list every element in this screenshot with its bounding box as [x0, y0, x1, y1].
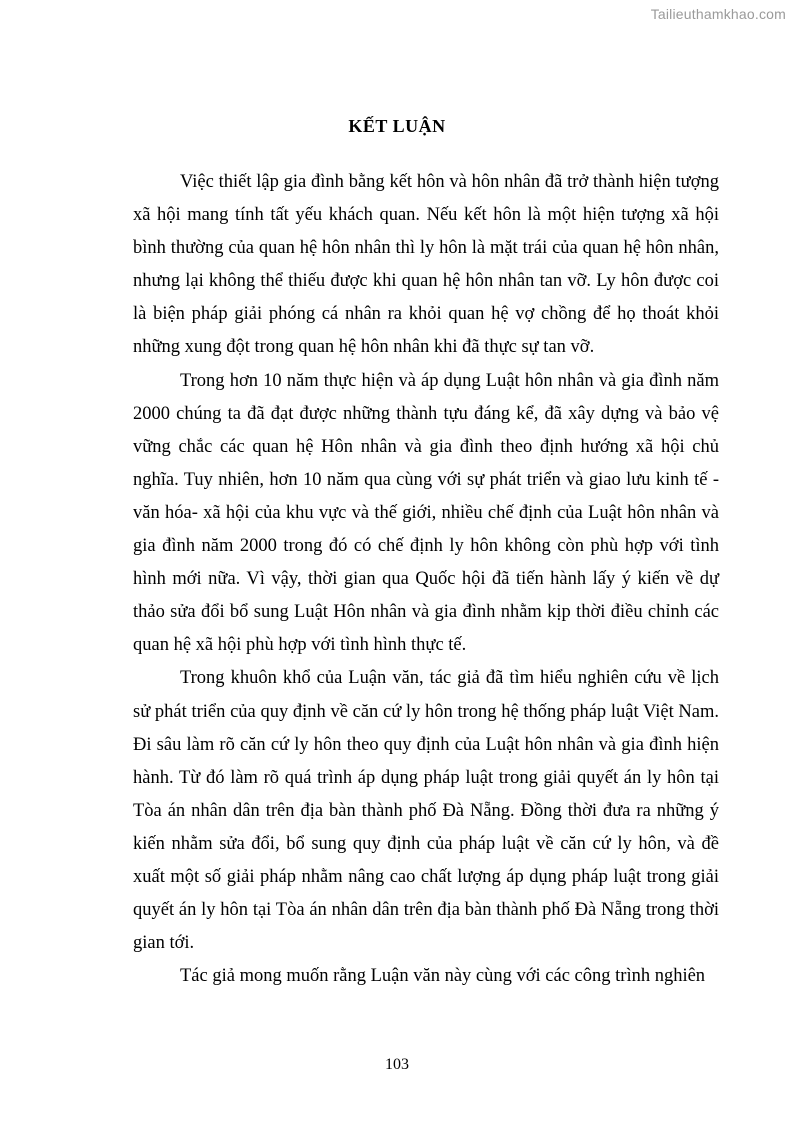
page-number: 103 [385, 1056, 409, 1073]
paragraph-1: Việc thiết lập gia đình bằng kết hôn và hôn nhân đã trở thành hiện tượng xã hội mang tính tất yếu khách quan. Nếu kết hôn là một hiện tượng xã hội bình thường của quan hệ hôn nhân thì ly hôn là mặt trái của quan hệ hôn nhân, nhưng lại không thể thiếu được khi quan hệ hôn nhân tan vỡ. Ly hôn được coi là biện pháp giải phóng cá nhân ra khỏi quan hệ vợ chồng để họ thoát khỏi những xung đột trong quan hệ hôn nhân khi đã thực sự tan vỡ. [133, 172, 719, 358]
paragraph-3: Trong khuôn khổ của Luận văn, tác giả đã tìm hiểu nghiên cứu về lịch sử phát triển của quy định về căn cứ ly hôn trong hệ thống pháp luật Việt Nam. Đi sâu làm rõ căn cứ ly hôn theo quy định của Luật hôn nhân và gia đình hiện hành. Từ đó làm rõ quá trình áp dụng pháp luật trong giải quyết án ly hôn tại Tòa án nhân dân trên địa bàn thành phố Đà Nẵng. Đồng thời đưa ra những ý kiến nhằm sửa đổi, bổ sung quy định của pháp luật về căn cứ ly hôn, và đề xuất một số giải pháp nhằm nâng cao chất lượng áp dụng pháp luật trong giải quyết án ly hôn tại Tòa án nhân dân trên địa bàn thành phố Đà Nẵng trong thời gian tới. [133, 668, 719, 954]
paragraph-2: Trong hơn 10 năm thực hiện và áp dụng Luật hôn nhân và gia đình năm 2000 chúng ta đã đạt được những thành tựu đáng kể, đã xây dựng và bảo vệ vững chắc các quan hệ Hôn nhân và gia đình theo định hướng xã hội chủ nghĩa. Tuy nhiên, hơn 10 năm qua cùng với sự phát triển và giao lưu kinh tế - văn hóa- xã hội của khu vực và thế giới, nhiều chế định của Luật hôn nhân và gia đình năm 2000 trong đó có chế định ly hôn không còn phù hợp với tình hình mới nữa. Vì vậy, thời gian qua Quốc hội đã tiến hành lấy ý kiến về dự thảo sửa đổi bổ sung Luật Hôn nhân và gia đình nhằm kịp thời điều chỉnh các quan hệ xã hội phù hợp với tình hình thực tế. [133, 370, 719, 656]
paragraph-4: Tác giả mong muốn rằng Luận văn này cùng với các công trình nghiên [180, 966, 706, 987]
document-body [133, 166, 719, 993]
watermark: Tailieuthamkhao.com [650, 6, 786, 22]
page-title: KẾT LUẬN [348, 116, 446, 136]
